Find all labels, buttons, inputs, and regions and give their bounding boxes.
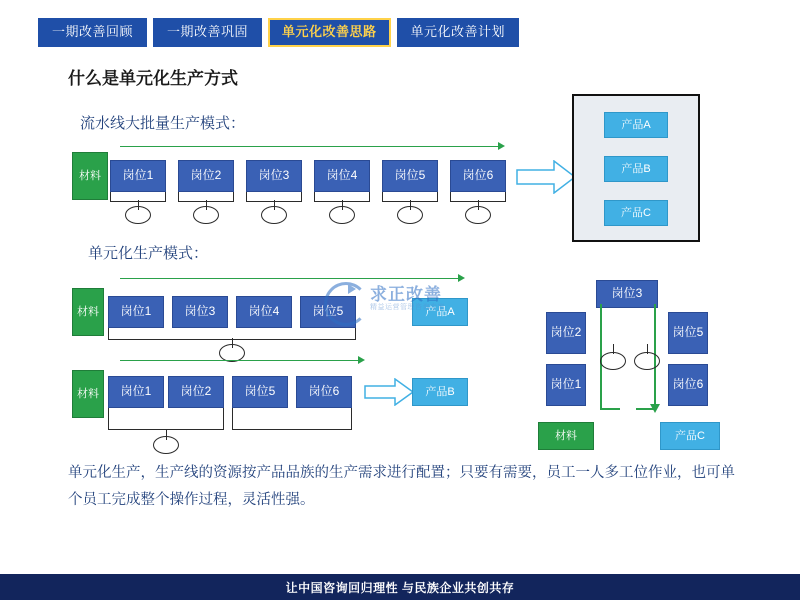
description-paragraph: 单元化生产，生产线的资源按产品品族的生产需求进行配置；只要有需要，员工一人多工位作业，也可单个员工完成整个操作过程，灵活性强。 bbox=[68, 465, 735, 508]
ucell-operator-right bbox=[634, 352, 660, 370]
cell-row2-station-3: 岗位5 bbox=[232, 376, 288, 408]
tab-phase1-review[interactable]: 一期改善回顾 bbox=[38, 18, 147, 47]
line-station-3: 岗位3 bbox=[246, 160, 302, 192]
product-b-box: 产品B bbox=[604, 156, 668, 182]
line-station-1: 岗位1 bbox=[110, 160, 166, 192]
cell-mode-title: 单元化生产模式： bbox=[88, 245, 209, 262]
line-station-5: 岗位5 bbox=[382, 160, 438, 192]
line-mode-title: 流水线大批量生产模式： bbox=[80, 115, 246, 132]
line-operator-4 bbox=[329, 206, 355, 224]
cell-row2-product: 产品B bbox=[412, 378, 468, 406]
cell-row2-operator bbox=[153, 436, 179, 454]
flow-arrow-line bbox=[120, 146, 500, 147]
tab-cell-improvement-approach[interactable]: 单元化改善思路 bbox=[268, 18, 391, 47]
cell-row2-station-2: 岗位2 bbox=[168, 376, 224, 408]
cell-row1-station-2: 岗位3 bbox=[172, 296, 228, 328]
ucell-left-station-1: 岗位1 bbox=[546, 364, 586, 406]
cell-row1-station-3: 岗位4 bbox=[236, 296, 292, 328]
line-operator-2 bbox=[193, 206, 219, 224]
ucell-flow-arrow-head bbox=[650, 404, 660, 413]
ucell-right-station-6: 岗位6 bbox=[668, 364, 708, 406]
watermark-subtitle: 精益运营管理咨询专家 bbox=[370, 304, 445, 311]
cell-row2-station-1: 岗位1 bbox=[108, 376, 164, 408]
flow-arrow-head-line bbox=[498, 142, 505, 150]
ucell-right-station-5: 岗位5 bbox=[668, 312, 708, 354]
ucell-flow-bottom-left bbox=[600, 408, 620, 410]
tab-bar bbox=[38, 18, 519, 47]
line-operator-5 bbox=[397, 206, 423, 224]
watermark-arrow-icon bbox=[348, 284, 356, 294]
line-operator-6 bbox=[465, 206, 491, 224]
line-station-4: 岗位4 bbox=[314, 160, 370, 192]
cell-row2-arrow-head bbox=[358, 356, 365, 364]
cell-row2-bracket-left bbox=[108, 408, 224, 430]
cell-row2-station-4: 岗位6 bbox=[296, 376, 352, 408]
line-material-box bbox=[72, 152, 108, 200]
cell-row2-bracket-right bbox=[232, 408, 352, 430]
line-operator-3 bbox=[261, 206, 287, 224]
ucell-material: 材料 bbox=[538, 422, 594, 450]
cell-row1-product: 产品A bbox=[412, 298, 468, 326]
ucell-op-stem-right bbox=[647, 344, 648, 354]
cell-row1-arrow-head bbox=[458, 274, 465, 282]
line-station-2: 岗位2 bbox=[178, 160, 234, 192]
ucell-top-station: 岗位3 bbox=[596, 280, 658, 308]
cell-row2-block-arrow bbox=[364, 378, 414, 406]
cell-row1-flow-arrow bbox=[120, 278, 460, 279]
product-a-box: 产品A bbox=[604, 112, 668, 138]
footer-banner: 让中国咨询回归理性 与民族企业共创共存 bbox=[0, 574, 800, 600]
cell-row1-material: 材料 bbox=[72, 288, 104, 336]
ucell-op-stem-left bbox=[613, 344, 614, 354]
line-to-products-arrow bbox=[516, 160, 576, 194]
cell-row1-station-4: 岗位5 bbox=[300, 296, 356, 328]
cell-row2-material: 材料 bbox=[72, 370, 104, 418]
line-operator-1 bbox=[125, 206, 151, 224]
cell-row1-station-1: 岗位1 bbox=[108, 296, 164, 328]
watermark-name: 求正改善 bbox=[370, 285, 442, 304]
ucell-operator-left bbox=[600, 352, 626, 370]
product-c-box: 产品C bbox=[604, 200, 668, 226]
cell-row2-flow-arrow bbox=[120, 360, 360, 361]
line-station-6: 岗位6 bbox=[450, 160, 506, 192]
line-material-label: 材料 bbox=[79, 169, 101, 182]
tab-cell-improvement-plan[interactable]: 单元化改善计划 bbox=[397, 18, 520, 47]
page-title: 什么是单元化生产方式 bbox=[68, 69, 238, 88]
tab-phase1-consolidation[interactable]: 一期改善巩固 bbox=[153, 18, 262, 47]
ucell-left-station-2: 岗位2 bbox=[546, 312, 586, 354]
ucell-product: 产品C bbox=[660, 422, 720, 450]
